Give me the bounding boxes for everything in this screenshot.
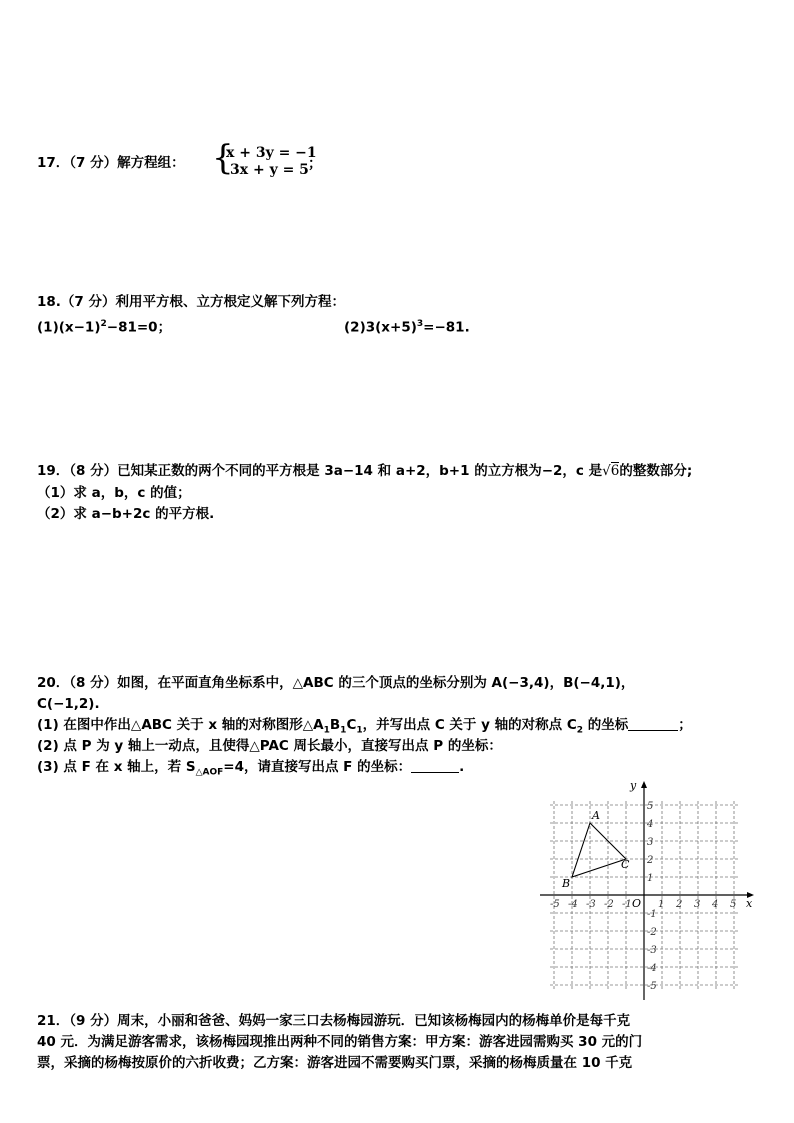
q20-p1-answer-blank[interactable] xyxy=(628,716,678,731)
y-tick-label: -2 xyxy=(647,927,657,938)
y-axis-arrow-icon xyxy=(641,781,647,788)
q20-line1: 20．（8 分）如图，在平面直角坐标系中，△ABC 的三个顶点的坐标分别为 A(−3,4)，B(−4,1)， xyxy=(37,675,635,691)
q20-p1-s2: 1 xyxy=(340,725,347,736)
x-axis-label: x xyxy=(746,897,753,910)
q19-root-arg: 6 xyxy=(610,463,620,479)
q20-line2: C(−1,2). xyxy=(37,696,100,712)
sqrt-icon: √ xyxy=(602,463,611,479)
q19-part2: （2）求 a−b+2c 的平方根. xyxy=(37,506,215,522)
y-tick-label: -1 xyxy=(647,909,657,920)
q20-part2: (2) 点 P 为 y 轴上一动点，且使得△PAC 周长最小，直接写出点 P 的坐标： xyxy=(37,738,502,754)
q17-eq1: x + 3y = −1 xyxy=(226,145,317,161)
vertex-label-a: A xyxy=(592,809,600,822)
q20-p3-b: =4，请直接写出点 F 的坐标： xyxy=(223,759,412,775)
x-tick-label: 1 xyxy=(658,899,665,910)
x-tick-label: 4 xyxy=(712,899,719,910)
tick-labels xyxy=(550,801,736,992)
y-tick-label: 3 xyxy=(647,837,654,848)
q19-head-post: 的整数部分; xyxy=(619,463,693,479)
q18-p1-pre: (1)(x−1) xyxy=(37,319,101,336)
q20-p1-s3: 1 xyxy=(356,725,363,736)
q20-p1-e: 的坐标 xyxy=(583,717,629,733)
q20-p3-c: . xyxy=(459,759,465,775)
q17-tail: ； xyxy=(308,156,322,172)
y-tick-label: -5 xyxy=(647,981,657,992)
q18-p2-pre: (2)3(x+5) xyxy=(344,319,417,336)
q18-part1 xyxy=(37,315,171,337)
q17-brace: { xyxy=(212,138,234,178)
q20-part3 xyxy=(37,758,464,782)
x-tick-label: 5 xyxy=(730,899,737,910)
q21-line3: 票，采摘的杨梅按原价的六折收费；乙方案：游客进园不需要购买门票，采摘的杨梅质量在 10 千克 xyxy=(37,1055,633,1071)
q20-p1-a: (1) 在图中作出△ABC 关于 x 轴的对称图形△A xyxy=(37,717,324,733)
x-tick-label: -5 xyxy=(550,899,560,910)
x-tick-label: 3 xyxy=(694,899,701,910)
y-tick-label: -4 xyxy=(647,963,657,974)
q17-eq2: 3x + y = 5 xyxy=(230,162,309,178)
y-tick-label: 1 xyxy=(647,873,654,884)
x-tick-label: -3 xyxy=(586,899,596,910)
coordinate-grid-figure xyxy=(536,778,758,1003)
triangle-outline xyxy=(572,823,626,877)
q18-p2-sup: 3 xyxy=(416,319,424,329)
q20-p1-f: ； xyxy=(678,717,692,733)
x-tick-label: -2 xyxy=(604,899,614,910)
q18-p1-post: −81=0； xyxy=(106,319,172,336)
q20-p1-s4: 2 xyxy=(576,725,584,736)
q21-line2: 40 元．为满足游客需求，该杨梅园现推出两种不同的销售方案：甲方案：游客进园需购买 30 元的门 xyxy=(37,1034,643,1050)
q18-p1-sup: 2 xyxy=(100,319,107,329)
triangle-abc xyxy=(561,809,630,890)
q19-head xyxy=(37,462,692,480)
q19-head-pre: 19．（8 分）已知某正数的两个不同的平方根是 3a−14 和 a+2，b+1 的立方根为−2，c 是 xyxy=(37,463,603,479)
vertex-label-c: C xyxy=(621,858,630,871)
y-tick-label: 2 xyxy=(647,855,654,866)
y-axis-label: y xyxy=(630,779,637,792)
q17-head xyxy=(37,154,185,172)
q18-p2-post: =−81. xyxy=(423,319,470,336)
vertex-label-b: B xyxy=(562,877,571,890)
q21-line1: 21．（9 分）周末，小丽和爸爸、妈妈一家三口去杨梅园游玩．已知该杨梅园内的杨梅单价是每千克 xyxy=(37,1013,631,1029)
origin-label: O xyxy=(632,897,642,910)
q20-p3-sub: △AOF xyxy=(195,767,224,778)
q20-p3-answer-blank[interactable] xyxy=(411,758,459,773)
x-tick-label: 2 xyxy=(676,899,683,910)
q19-part1: （1）求 a，b，c 的值； xyxy=(37,485,191,501)
x-tick-label: -4 xyxy=(568,899,578,910)
q20-p1-c: C xyxy=(346,717,357,733)
q18-part2 xyxy=(344,315,470,337)
q20-p1-b: B xyxy=(329,717,341,733)
y-tick-label: 5 xyxy=(647,801,654,812)
q20-p1-d: ，并写出点 C 关于 y 轴的对称点 C xyxy=(362,717,577,733)
q17-head-text: 17．（7 分）解方程组： xyxy=(37,155,185,171)
y-tick-label: 4 xyxy=(647,819,654,830)
x-tick-label: -1 xyxy=(622,899,632,910)
q18-head: 18.（7 分）利用平方根、立方根定义解下列方程： xyxy=(37,294,346,310)
q20-p3-a: (3) 点 F 在 x 轴上，若 S xyxy=(37,759,196,775)
y-tick-label: -3 xyxy=(647,945,657,956)
q20-p1-s1: 1 xyxy=(323,725,330,736)
